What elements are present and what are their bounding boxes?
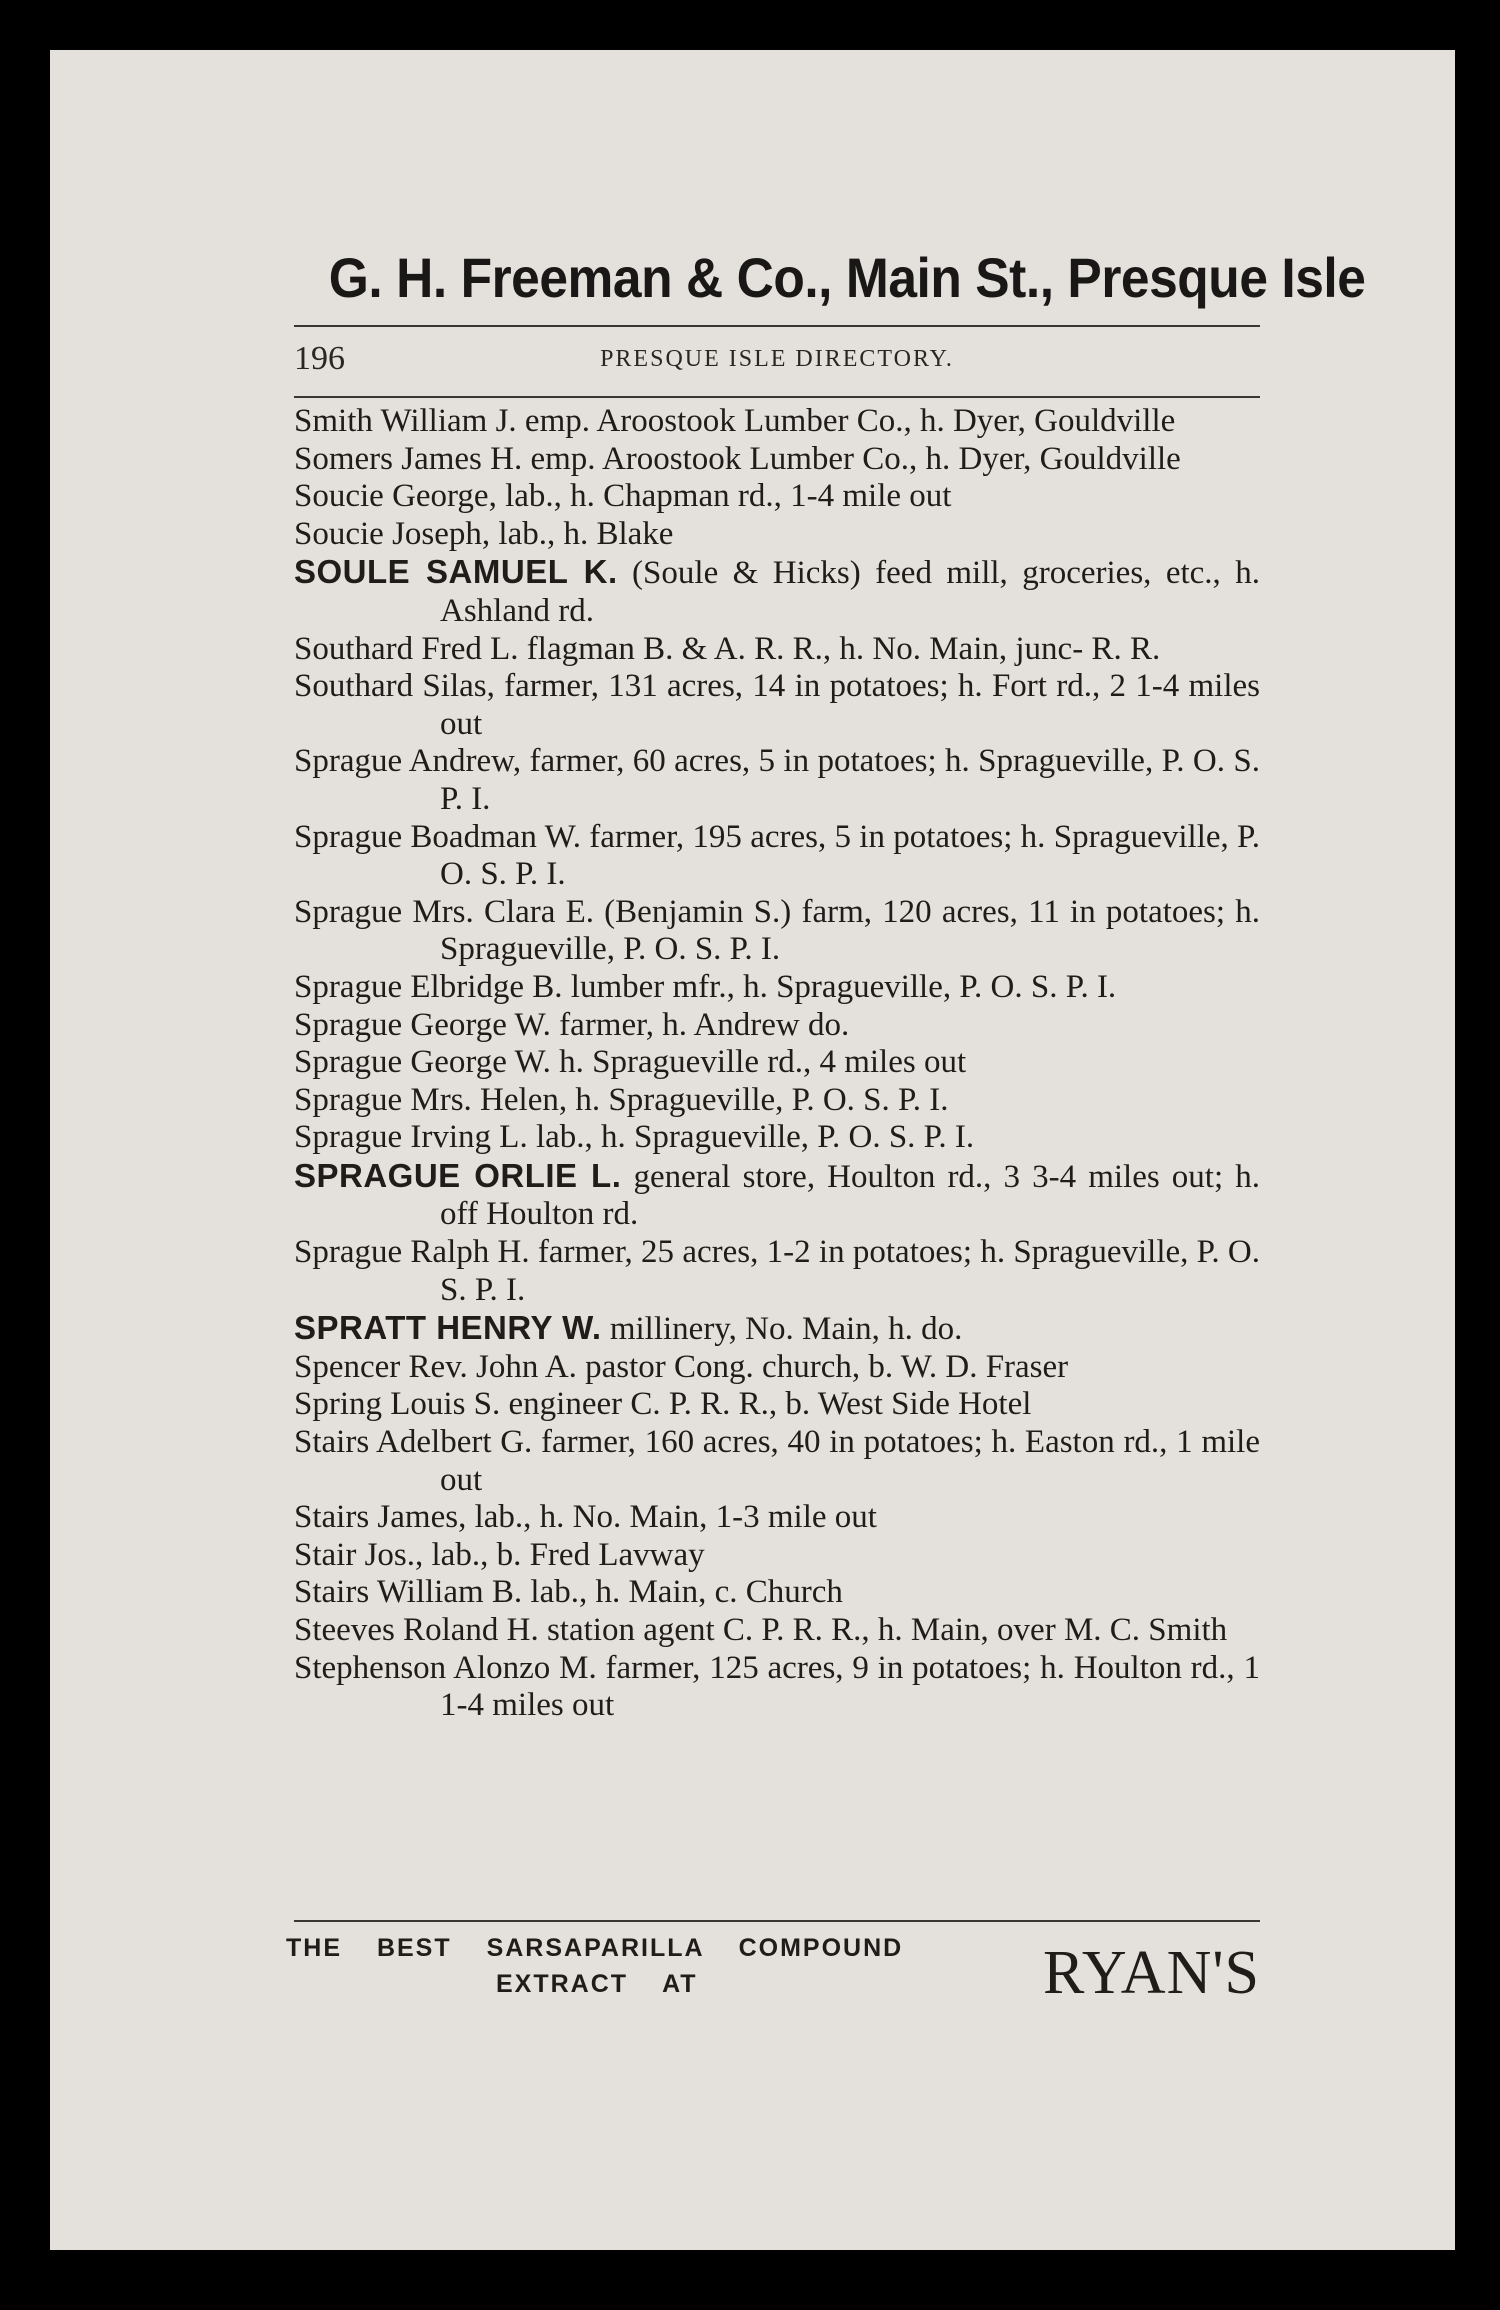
directory-entry: [294, 1119, 1260, 1157]
entry-text: Smith William J. emp. Aroostook Lumber Co., h. Dyer, Gouldville: [294, 403, 1176, 439]
directory-entry: [294, 969, 1260, 1007]
directory-entry: [294, 1157, 1260, 1234]
header-rule: [294, 325, 1260, 327]
entry-text: Sprague Boadman W. farmer, 195 acres, 5 in potatoes; h. Spragueville, P. O. S. P. I.: [294, 818, 1260, 893]
entry-bold-name: SPRATT HENRY W.: [294, 1309, 602, 1347]
directory-entry: [294, 1007, 1260, 1045]
entry-text: (Soule & Hicks) feed mill, groceries, etc., h. Ashland rd.: [440, 555, 1260, 629]
directory-entry: [294, 819, 1260, 894]
entry-text: Sprague Andrew, farmer, 60 acres, 5 in potatoes; h. Spragueville, P. O. S. P. I.: [294, 743, 1260, 817]
entry-text: Southard Fred L. flagman B. & A. R. R., h. No. Main, junc- R. R.: [294, 630, 1161, 667]
directory-entry: [294, 1234, 1260, 1309]
entry-text: Somers James H. emp. Aroostook Lumber Co., h. Dyer, Gouldville: [294, 440, 1181, 477]
directory-entry: [294, 1499, 1260, 1537]
directory-entry: [294, 403, 1260, 441]
directory-entry: [294, 1044, 1260, 1082]
directory-entry: [294, 894, 1260, 969]
directory-entries: [294, 403, 1260, 1725]
directory-entry: [294, 478, 1260, 516]
directory-entry: [294, 1612, 1260, 1650]
entry-bold-name: SPRAGUE ORLIE L.: [294, 1156, 622, 1194]
entry-text: Southard Silas, farmer, 131 acres, 14 in potatoes; h. Fort rd., 2 1-4 miles out: [294, 668, 1260, 742]
entry-text: Steeves Roland H. station agent C. P. R. R., h. Main, over M. C. Smith: [294, 1612, 1228, 1648]
entry-text: Soucie Joseph, lab., h. Blake: [294, 515, 674, 552]
running-head-rule: [294, 396, 1260, 398]
footer-ad-line-1: THE BEST SARSAPARILLA COMPOUND: [286, 1934, 904, 1962]
directory-entry: [294, 441, 1260, 479]
entry-text: Sprague Mrs. Clara E. (Benjamin S.) farm, 120 acres, 11 in potatoes; h. Spragueville, P. O. S. P. I.: [294, 893, 1260, 968]
entry-text: general store, Houlton rd., 3 3-4 miles out; h. off Houlton rd.: [440, 1158, 1260, 1233]
directory-entry: [294, 1537, 1260, 1575]
footer-ad-text: [286, 1930, 966, 2002]
footer-rule: [294, 1920, 1260, 1922]
page-number: 196: [294, 340, 345, 377]
entry-text: Spencer Rev. John A. pastor Cong. church, b. W. D. Fraser: [294, 1348, 1069, 1385]
entry-text: millinery, No. Main, h. do.: [601, 1311, 963, 1348]
running-title: PRESQUE ISLE DIRECTORY.: [600, 346, 954, 372]
entry-text: Stair Jos., lab., b. Fred Lavway: [294, 1536, 705, 1573]
entry-text: Stairs William B. lab., h. Main, c. Church: [294, 1574, 843, 1611]
directory-entry: [294, 1309, 1260, 1349]
directory-entry: [294, 1082, 1260, 1120]
entry-text: Soucie George, lab., h. Chapman rd., 1-4 mile out: [294, 478, 952, 515]
directory-entry: [294, 1424, 1260, 1499]
entry-text: Sprague Irving L. lab., h. Spragueville, P. O. S. P. I.: [294, 1119, 975, 1156]
entry-text: Stairs Adelbert G. farmer, 160 acres, 40 in potatoes; h. Easton rd., 1 mile out: [294, 1424, 1260, 1498]
directory-entry: [294, 1349, 1260, 1387]
directory-entry: [294, 631, 1260, 669]
directory-entry: [294, 1574, 1260, 1612]
entry-text: Sprague George W. farmer, h. Andrew do.: [294, 1006, 850, 1043]
entry-text: Stairs James, lab., h. No. Main, 1-3 mile out: [294, 1499, 877, 1536]
footer-ad-line-2: EXTRACT AT: [496, 1970, 698, 1998]
footer-advertisement: [286, 1930, 1260, 2050]
directory-entry: [294, 1650, 1260, 1725]
directory-page: [50, 50, 1455, 2250]
directory-entry: [294, 516, 1260, 554]
entry-text: Sprague Elbridge B. lumber mfr., h. Spragueville, P. O. S. P. I.: [294, 968, 1117, 1005]
directory-entry: [294, 1386, 1260, 1424]
running-head: [294, 340, 1260, 390]
entry-bold-name: SOULE SAMUEL K.: [294, 553, 618, 591]
directory-entry: [294, 743, 1260, 818]
directory-entry: [294, 668, 1260, 743]
directory-entry: [294, 553, 1260, 630]
entry-text: Sprague Mrs. Helen, h. Spragueville, P. O. S. P. I.: [294, 1081, 949, 1118]
footer-ad-brand: RYAN'S: [1042, 1939, 1260, 2007]
entry-text: Stephenson Alonzo M. farmer, 125 acres, 9 in potatoes; h. Houlton rd., 1 1-4 miles out: [294, 1649, 1260, 1724]
header-advertisement: G. H. Freeman & Co., Main St., Presque Isle: [328, 246, 1366, 309]
entry-text: Sprague George W. h. Spragueville rd., 4 miles out: [294, 1044, 967, 1081]
entry-text: Sprague Ralph H. farmer, 25 acres, 1-2 in potatoes; h. Spragueville, P. O. S. P. I.: [294, 1234, 1260, 1308]
entry-text: Spring Louis S. engineer C. P. R. R., b. West Side Hotel: [294, 1386, 1032, 1423]
